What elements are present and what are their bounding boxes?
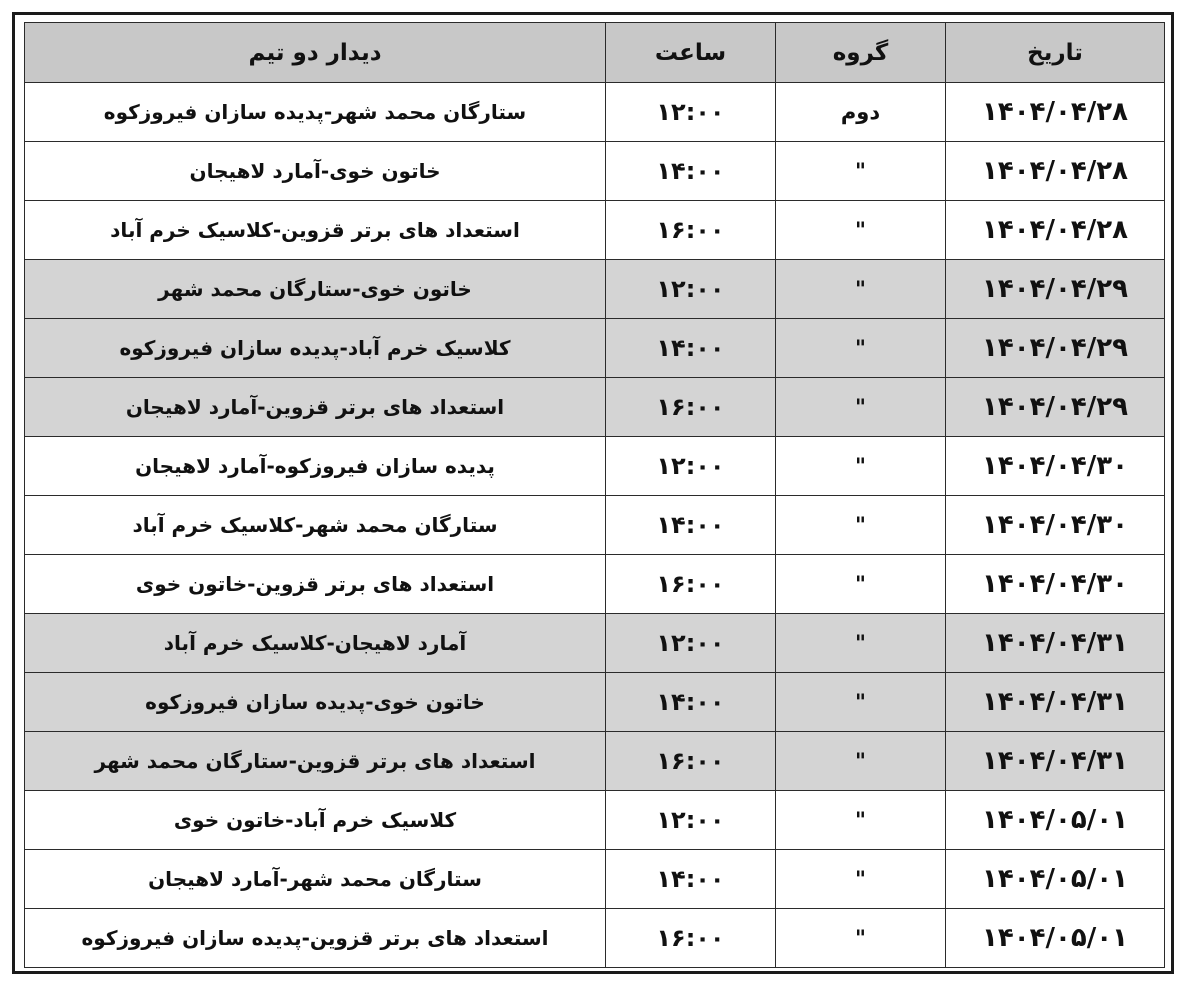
date-cell: ۱۴۰۴/۰۴/۲۸ [946, 83, 1165, 142]
time-cell: ۱۲:۰۰ [606, 83, 776, 142]
group-cell: " [776, 378, 946, 437]
group-cell: " [776, 673, 946, 732]
match-cell: استعداد های برتر قزوین-پدیده سازان فیروزکوه [25, 909, 606, 968]
match-schedule-table [24, 22, 1165, 968]
match-cell: استعداد های برتر قزوین-ستارگان محمد شهر [25, 732, 606, 791]
date-cell: ۱۴۰۴/۰۴/۲۹ [946, 319, 1165, 378]
date-cell: ۱۴۰۴/۰۴/۳۰ [946, 555, 1165, 614]
group-cell: " [776, 201, 946, 260]
time-cell: ۱۲:۰۰ [606, 791, 776, 850]
group-cell: " [776, 260, 946, 319]
table-row [25, 850, 1165, 909]
time-cell: ۱۶:۰۰ [606, 732, 776, 791]
time-cell: ۱۲:۰۰ [606, 437, 776, 496]
table-row [25, 319, 1165, 378]
table-row [25, 673, 1165, 732]
match-cell: استعداد های برتر قزوین-خاتون خوی [25, 555, 606, 614]
group-cell: " [776, 791, 946, 850]
match-cell: آمارد لاهیجان-کلاسیک خرم آباد [25, 614, 606, 673]
time-cell: ۱۴:۰۰ [606, 673, 776, 732]
time-cell: ۱۴:۰۰ [606, 142, 776, 201]
match-cell: خاتون خوی-آمارد لاهیجان [25, 142, 606, 201]
match-cell: ستارگان محمد شهر-کلاسیک خرم آباد [25, 496, 606, 555]
match-cell: پدیده سازان فیروزکوه-آمارد لاهیجان [25, 437, 606, 496]
date-cell: ۱۴۰۴/۰۴/۳۱ [946, 732, 1165, 791]
table-row [25, 260, 1165, 319]
table-row [25, 909, 1165, 968]
date-cell: ۱۴۰۴/۰۴/۳۰ [946, 437, 1165, 496]
table-row [25, 83, 1165, 142]
time-cell: ۱۴:۰۰ [606, 850, 776, 909]
match-cell: خاتون خوی-ستارگان محمد شهر [25, 260, 606, 319]
group-cell: " [776, 614, 946, 673]
group-cell: " [776, 319, 946, 378]
date-cell: ۱۴۰۴/۰۴/۲۸ [946, 201, 1165, 260]
match-cell: ستارگان محمد شهر-آمارد لاهیجان [25, 850, 606, 909]
match-cell: ستارگان محمد شهر-پدیده سازان فیروزکوه [25, 83, 606, 142]
table-row [25, 614, 1165, 673]
group-cell: " [776, 909, 946, 968]
time-cell: ۱۶:۰۰ [606, 201, 776, 260]
time-cell: ۱۴:۰۰ [606, 496, 776, 555]
table-row [25, 201, 1165, 260]
match-cell: خاتون خوی-پدیده سازان فیروزکوه [25, 673, 606, 732]
time-cell: ۱۶:۰۰ [606, 555, 776, 614]
time-cell: ۱۲:۰۰ [606, 260, 776, 319]
group-cell: " [776, 850, 946, 909]
date-cell: ۱۴۰۴/۰۵/۰۱ [946, 850, 1165, 909]
table-row [25, 555, 1165, 614]
header-date: تاریخ [946, 23, 1165, 83]
group-cell: دوم [776, 83, 946, 142]
header-match: دیدار دو تیم [25, 23, 606, 83]
time-cell: ۱۴:۰۰ [606, 319, 776, 378]
group-cell: " [776, 555, 946, 614]
table-row [25, 496, 1165, 555]
date-cell: ۱۴۰۴/۰۵/۰۱ [946, 791, 1165, 850]
table-row [25, 142, 1165, 201]
date-cell: ۱۴۰۴/۰۵/۰۱ [946, 909, 1165, 968]
group-cell: " [776, 496, 946, 555]
table-header-row [25, 23, 1165, 83]
match-cell: کلاسیک خرم آباد-پدیده سازان فیروزکوه [25, 319, 606, 378]
table-row [25, 732, 1165, 791]
date-cell: ۱۴۰۴/۰۴/۲۸ [946, 142, 1165, 201]
date-cell: ۱۴۰۴/۰۴/۲۹ [946, 260, 1165, 319]
time-cell: ۱۶:۰۰ [606, 378, 776, 437]
schedule-frame [12, 12, 1174, 974]
time-cell: ۱۲:۰۰ [606, 614, 776, 673]
header-time: ساعت [606, 23, 776, 83]
date-cell: ۱۴۰۴/۰۴/۲۹ [946, 378, 1165, 437]
header-group: گروه [776, 23, 946, 83]
date-cell: ۱۴۰۴/۰۴/۳۱ [946, 673, 1165, 732]
group-cell: " [776, 732, 946, 791]
table-row [25, 437, 1165, 496]
match-cell: استعداد های برتر قزوین-آمارد لاهیجان [25, 378, 606, 437]
table-row [25, 378, 1165, 437]
match-cell: استعداد های برتر قزوین-کلاسیک خرم آباد [25, 201, 606, 260]
group-cell: " [776, 142, 946, 201]
table-row [25, 791, 1165, 850]
time-cell: ۱۶:۰۰ [606, 909, 776, 968]
match-cell: کلاسیک خرم آباد-خاتون خوی [25, 791, 606, 850]
date-cell: ۱۴۰۴/۰۴/۳۰ [946, 496, 1165, 555]
table-body [25, 83, 1165, 968]
group-cell: " [776, 437, 946, 496]
date-cell: ۱۴۰۴/۰۴/۳۱ [946, 614, 1165, 673]
